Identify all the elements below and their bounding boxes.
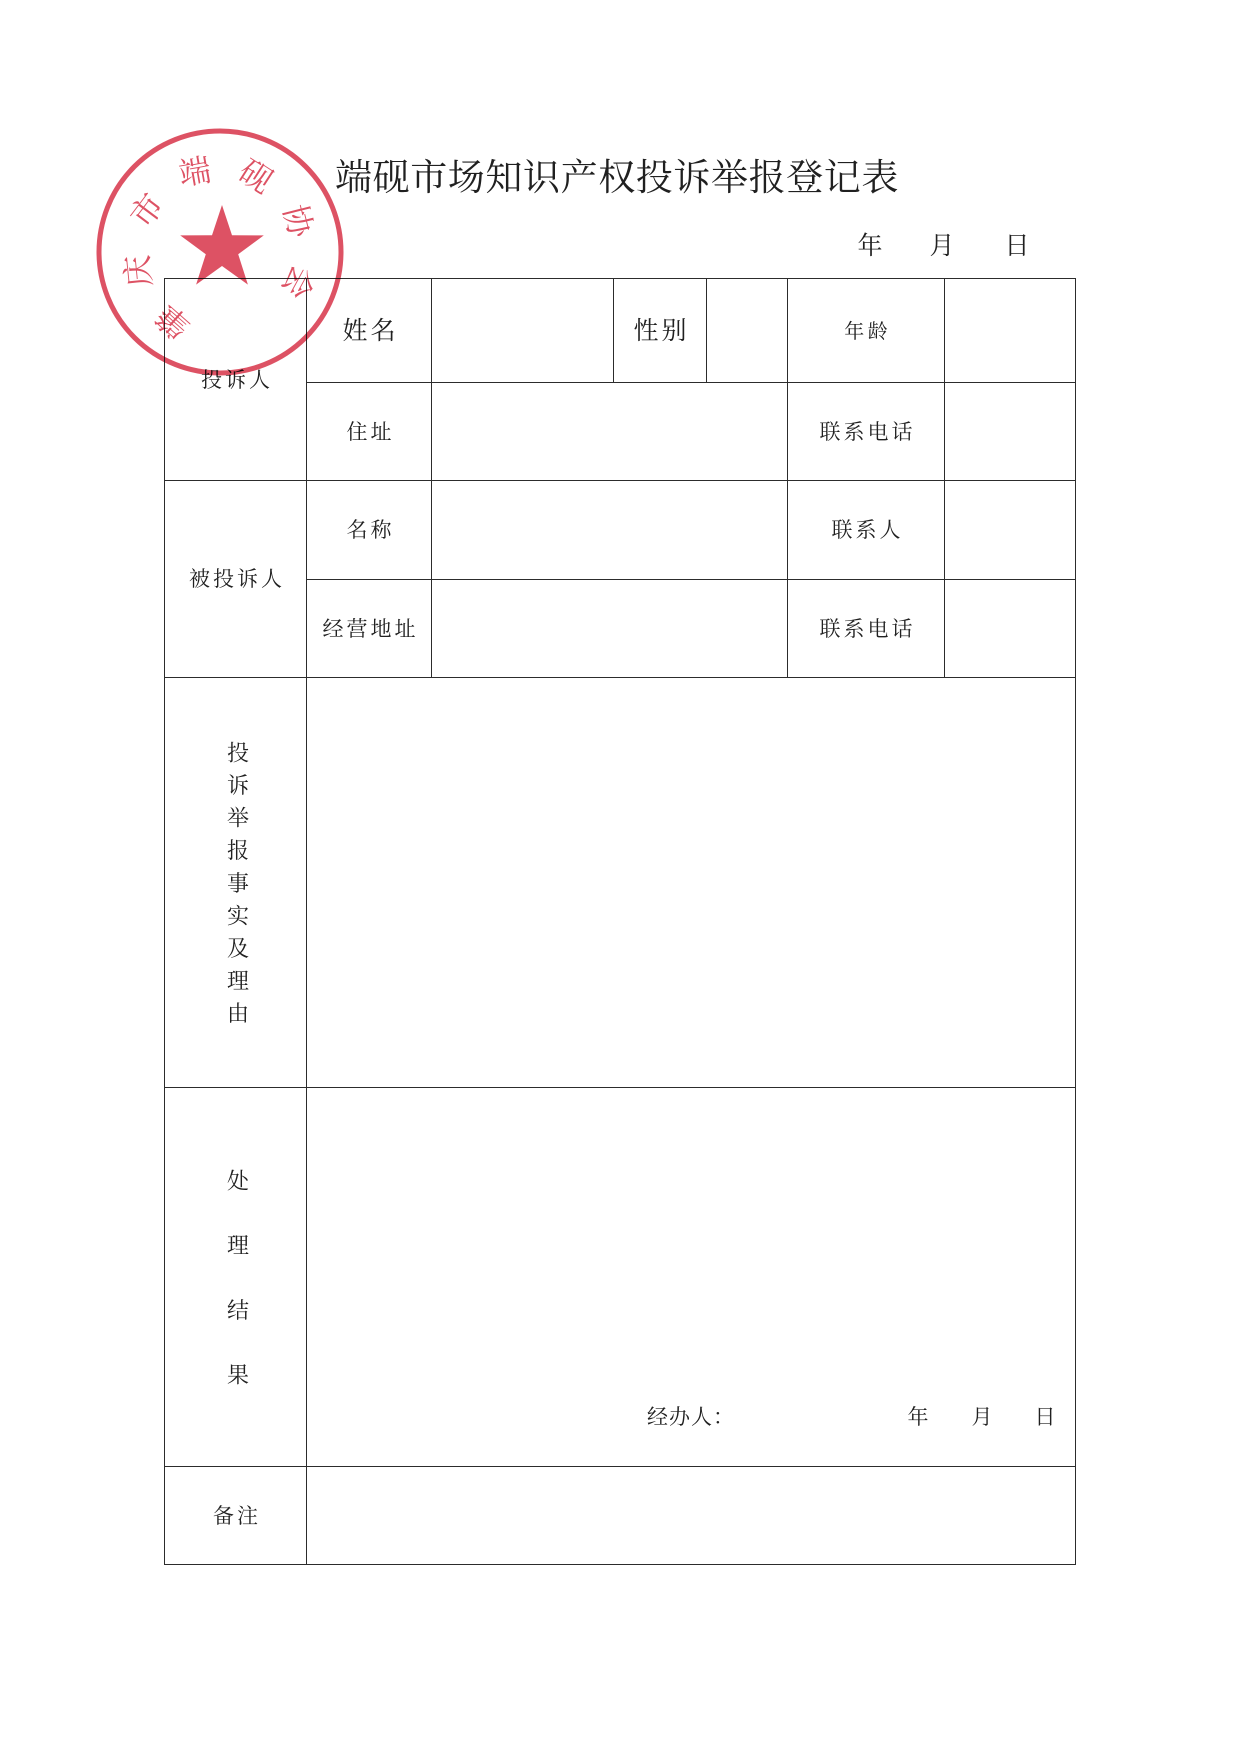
complainant-phone-label-cell [788, 383, 945, 481]
respondent-contact-label: 联系人 [831, 518, 904, 542]
respondent-phone-label-cell [788, 580, 945, 678]
complainant-address-label: 住址 [346, 419, 395, 444]
complainant-age-label: 年龄 [844, 318, 892, 343]
remarks-label: 备注 [213, 1503, 261, 1528]
complainant-phone-label: 联系电话 [819, 419, 916, 444]
respondent-name-field [432, 481, 788, 580]
respondent-contact-label-cell [788, 481, 945, 580]
complainant-gender-field [707, 279, 788, 383]
header-date-day-label: 日 [1004, 231, 1030, 260]
facts-field [307, 678, 1076, 1088]
complainant-label: 投诉人 [201, 367, 273, 392]
official-seal [0, 0, 380, 400]
page-title: 端砚市场知识产权投诉举报登记表 [335, 156, 899, 199]
remarks-label-cell [165, 1467, 307, 1565]
result-label: 处理结果 [223, 1168, 249, 1428]
complainant-name-field [432, 279, 614, 383]
respondent-section-cell [165, 481, 307, 678]
respondent-phone-field [945, 580, 1076, 678]
header-date-month-label: 月 [929, 231, 955, 260]
respondent-business-address-label-cell [307, 580, 432, 678]
handler-label: 经办人： [647, 1405, 735, 1429]
seal-text-path: 肇庆市端砚协会 [115, 146, 326, 347]
complainant-age-label-cell [788, 279, 945, 383]
respondent-contact-field [945, 481, 1076, 580]
result-date-day-label: 日 [1034, 1405, 1056, 1429]
respondent-business-address-field [432, 580, 788, 678]
facts-label: 投诉举报事实及理由 [223, 741, 249, 1035]
complainant-phone-field [945, 383, 1076, 481]
complainant-address-field [432, 383, 788, 481]
complainant-gender-label-cell [614, 279, 707, 383]
remarks-field [307, 1467, 1076, 1565]
result-label-cell [165, 1088, 307, 1467]
complainant-name-label: 姓名 [342, 315, 399, 345]
facts-label-cell [165, 678, 307, 1088]
header-date-year-label: 年 [857, 231, 883, 260]
respondent-name-label-cell [307, 481, 432, 580]
respondent-name-label: 名称 [346, 518, 395, 542]
star-icon [180, 205, 264, 285]
respondent-label: 被投诉人 [189, 567, 285, 591]
result-date-month-label: 月 [971, 1405, 993, 1429]
respondent-business-address-label: 经营地址 [322, 616, 419, 641]
respondent-phone-label: 联系电话 [819, 616, 916, 641]
complainant-age-field [945, 279, 1076, 383]
complaint-registration-table [164, 278, 1076, 1565]
result-date-year-label: 年 [907, 1405, 929, 1429]
complainant-gender-label: 性别 [633, 315, 690, 345]
result-field [307, 1088, 1076, 1467]
